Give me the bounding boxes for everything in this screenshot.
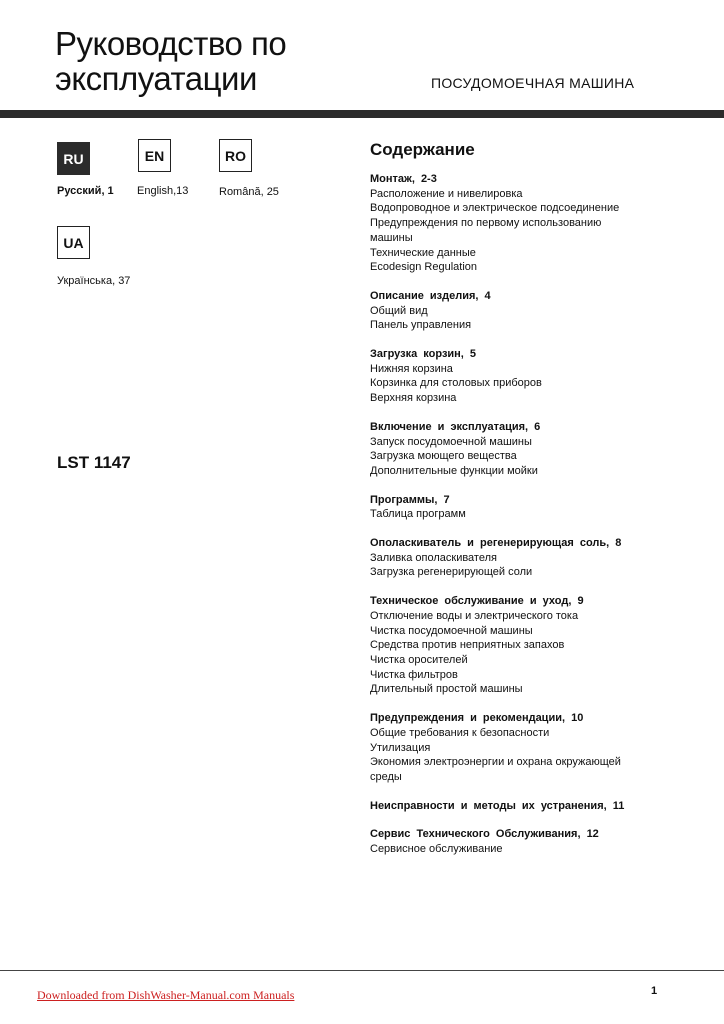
toc-item: Таблица программ	[370, 508, 466, 521]
toc-item: Загрузка регенерирующей соли	[370, 566, 533, 579]
toc-item: Дополнительные функции мойки	[370, 464, 538, 477]
toc-item: Общий вид	[370, 304, 428, 317]
lang-ru-label: Русский, 1	[57, 185, 114, 197]
toc-section-title[interactable]: Предупреждения и рекомендации, 10	[370, 712, 584, 725]
toc-item: Верхняя корзина	[370, 392, 457, 405]
toc-heading: Содержание	[370, 140, 475, 159]
toc-section	[370, 827, 710, 856]
toc-item: Средства против неприятных запахов	[370, 639, 565, 652]
toc-section-title[interactable]: Программы, 7	[370, 493, 450, 506]
toc-section	[370, 536, 710, 580]
toc-item: среды	[370, 770, 402, 783]
toc-section-title[interactable]: Ополаскиватель и регенерирующая соль, 8	[370, 537, 622, 550]
toc-item: Запуск посудомоечной машины	[370, 435, 532, 448]
lang-ua-badge[interactable]: UA	[57, 226, 90, 259]
toc-item: Предупреждения по первому использованию	[370, 217, 602, 230]
toc-item: Технические данные	[370, 246, 476, 259]
toc-section	[370, 289, 710, 333]
toc-section-title[interactable]: Техническое обслуживание и уход, 9	[370, 595, 584, 608]
toc-section-title[interactable]: Описание изделия, 4	[370, 289, 491, 302]
toc-item: Длительный простой машины	[370, 683, 523, 696]
toc-item: Экономия электроэнергии и охрана окружающей	[370, 756, 621, 769]
footer-divider	[0, 970, 724, 971]
toc-section	[370, 711, 710, 785]
toc-section-title[interactable]: Загрузка корзин, 5	[370, 348, 477, 361]
toc-item: Чистка оросителей	[370, 653, 468, 666]
title-line-2: эксплуатации	[55, 60, 257, 97]
lang-ua-label: Українська, 37	[57, 275, 131, 287]
toc-section-title[interactable]: Монтаж, 2-3	[370, 173, 437, 185]
toc-section-title[interactable]: Включение и эксплуатация, 6	[370, 420, 541, 433]
lang-en-badge[interactable]: EN	[138, 139, 171, 172]
lang-ro-label: Română, 25	[219, 186, 279, 198]
lang-ru-badge[interactable]: RU	[57, 142, 90, 175]
toc-section	[370, 347, 710, 406]
toc-section	[370, 594, 710, 697]
toc-section-title[interactable]: Сервис Технического Обслуживания, 12	[370, 828, 599, 841]
download-source-link[interactable]: Downloaded from DishWasher-Manual.com Manuals	[37, 988, 295, 1002]
product-type: ПОСУДОМОЕЧНАЯ МАШИНА	[431, 75, 635, 91]
toc-item: Панель управления	[370, 319, 472, 332]
table-of-contents	[370, 172, 710, 871]
toc-item: Чистка посудомоечной машины	[370, 624, 533, 637]
toc-section-title[interactable]: Неисправности и методы их устранения, 11	[370, 799, 625, 812]
lang-en-label: English,13	[137, 185, 189, 197]
toc-item: Отключение воды и электрического тока	[370, 609, 579, 622]
toc-section	[370, 493, 710, 522]
page-number: 1	[651, 985, 658, 997]
toc-item: Утилизация	[370, 741, 431, 754]
toc-item: Загрузка моющего вещества	[370, 450, 517, 463]
toc-item: Нижняя корзина	[370, 362, 453, 375]
toc-item: Расположение и нивелировка	[370, 187, 523, 200]
toc-item: Общие требования к безопасности	[370, 726, 550, 739]
toc-item: Корзинка для столовых приборов	[370, 377, 542, 390]
page-title	[55, 26, 286, 96]
header-divider-bar	[0, 110, 724, 118]
toc-item: Ecodesign Regulation	[370, 261, 478, 274]
model-number: LST 1147	[57, 453, 131, 472]
toc-section	[370, 172, 710, 275]
toc-item: Заливка ополаскивателя	[370, 551, 497, 564]
toc-item: машины	[370, 231, 413, 244]
title-line-1: Руководство по	[55, 25, 287, 62]
toc-section	[370, 420, 710, 479]
toc-item: Сервисное обслуживание	[370, 843, 503, 856]
toc-item: Водопроводное и электрическое подсоединение	[370, 202, 620, 215]
toc-section	[370, 799, 710, 814]
lang-ro-badge[interactable]: RO	[219, 139, 252, 172]
toc-item: Чистка фильтров	[370, 668, 458, 681]
